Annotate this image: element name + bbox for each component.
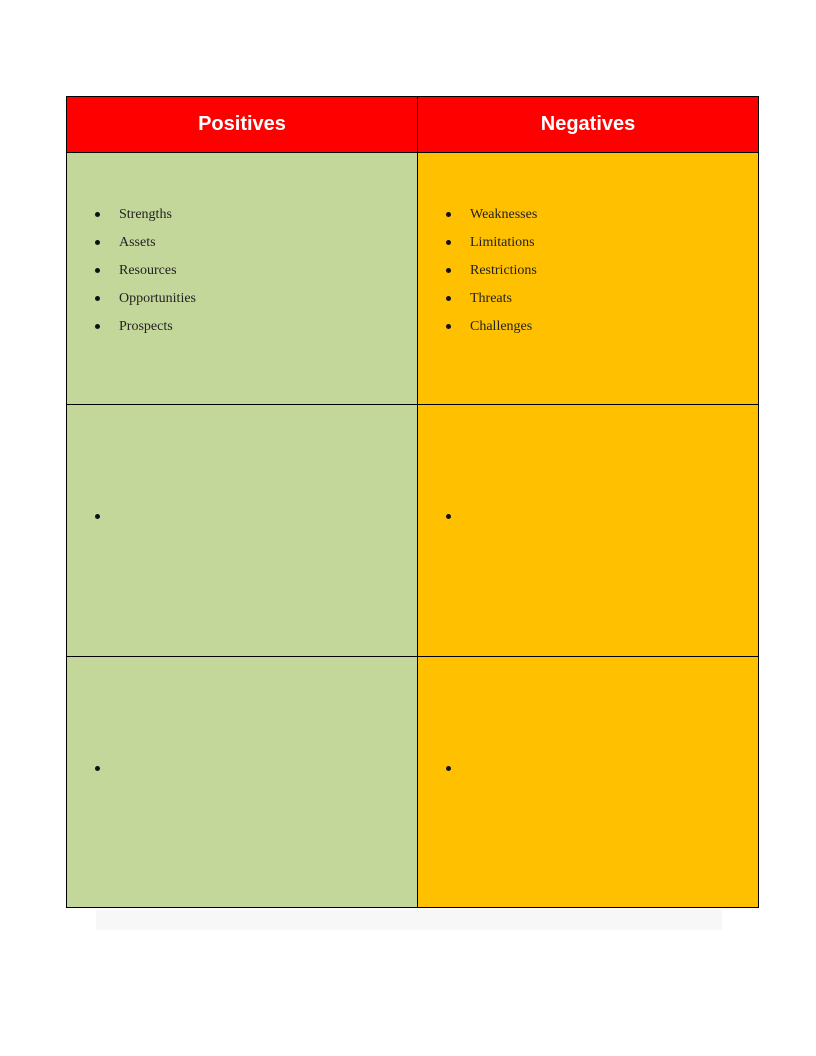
bullet-dot-icon: [95, 212, 100, 217]
list-item: [95, 289, 196, 317]
bullet-dot-icon: [95, 324, 100, 329]
positives-negatives-table: [66, 96, 759, 908]
negatives-cell-3[interactable]: [418, 657, 758, 907]
positives-empty-list: [95, 507, 119, 535]
bullet-dot-icon: [95, 766, 100, 771]
negatives-item: Challenges: [470, 319, 533, 334]
list-item: [446, 261, 537, 289]
bullet-dot-icon: [446, 212, 451, 217]
empty-list-item[interactable]: [95, 507, 119, 535]
bullet-dot-icon: [446, 296, 451, 301]
positives-item: Resources: [119, 263, 177, 278]
list-item: [95, 317, 196, 345]
positives-item: Opportunities: [119, 291, 196, 306]
bullet-dot-icon: [446, 514, 451, 519]
empty-list-item[interactable]: [95, 759, 119, 787]
bullet-dot-icon: [446, 766, 451, 771]
negatives-item: Restrictions: [470, 263, 537, 278]
negatives-item: Threats: [470, 291, 512, 306]
negatives-cell-1[interactable]: [418, 153, 758, 405]
bullet-dot-icon: [95, 240, 100, 245]
empty-list-item[interactable]: [446, 507, 470, 535]
bullet-dot-icon: [95, 268, 100, 273]
list-item: [446, 205, 537, 233]
positives-item: Assets: [119, 235, 156, 250]
bullet-dot-icon: [446, 240, 451, 245]
bullet-dot-icon: [95, 296, 100, 301]
positives-cell-3[interactable]: [67, 657, 418, 907]
negatives-item: Limitations: [470, 235, 535, 250]
negatives-empty-list: [446, 759, 470, 787]
negatives-item: Weaknesses: [470, 207, 538, 222]
list-item: [446, 233, 537, 261]
negatives-header-label: Negatives: [540, 113, 636, 135]
bullet-dot-icon: [446, 324, 451, 329]
negatives-list: [446, 205, 537, 345]
positives-header: [67, 97, 418, 153]
list-item: [95, 261, 196, 289]
list-item: [446, 317, 537, 345]
negatives-header: [418, 97, 758, 153]
positives-cell-2[interactable]: [67, 405, 418, 657]
positives-item: Strengths: [119, 207, 172, 222]
empty-list-item[interactable]: [446, 759, 470, 787]
positives-empty-list: [95, 759, 119, 787]
positives-cell-1[interactable]: [67, 153, 418, 405]
list-item: [446, 289, 537, 317]
bullet-dot-icon: [446, 268, 451, 273]
positives-item: Prospects: [119, 319, 173, 334]
page-footer-shadow: [96, 910, 722, 930]
bullet-dot-icon: [95, 514, 100, 519]
list-item: [95, 205, 196, 233]
positives-list: [95, 205, 196, 345]
list-item: [95, 233, 196, 261]
negatives-empty-list: [446, 507, 470, 535]
negatives-cell-2[interactable]: [418, 405, 758, 657]
positives-header-label: Positives: [198, 113, 286, 135]
